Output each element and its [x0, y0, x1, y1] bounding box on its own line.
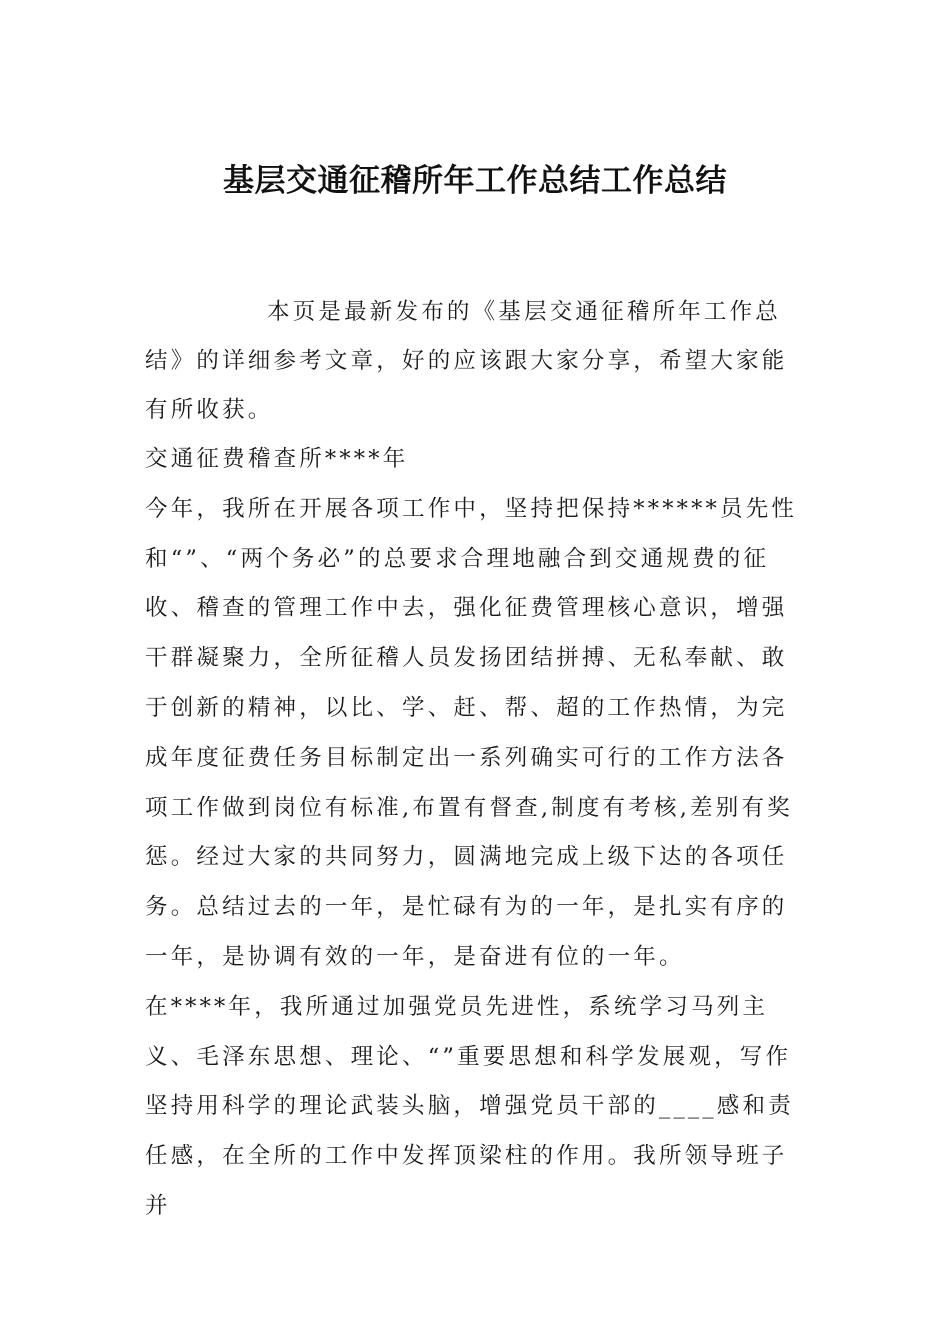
- intro-paragraph: 本页是最新发布的《基层交通征稽所年工作总结》的详细参考文章，好的应该跟大家分享，希望大家能有所收获。: [145, 299, 788, 423]
- heading-line: 交通征费稽查所****年: [145, 446, 409, 472]
- body-paragraph: 今年，我所在开展各项工作中，坚持把保持******员先性和“”、“两个务必”的总要求合理地融合到交通规费的征收、稽查的管理工作中去，强化征费管理核心意识，增强干群凝聚力，全所征稽人员发扬团结拼搏、无私奉献、敢于创新的精神，以比、学、赶、帮、超的工作热情，为完成年度征费任务目标制定出一系列确实可行的工作方法各项工作做到岗位有标准,布置有督查,制度有考核,差别有奖惩。经过大家的共同努力，圆满地完成上级下达的各项任务。总结过去的一年，是忙碌有为的一年，是扎实有序的一年，是协调有效的一年，是奋进有位的一年。: [145, 495, 798, 970]
- document-body: [145, 288, 810, 1232]
- document-title: 基层交通征稽所年工作总结工作总结: [223, 163, 727, 199]
- body-paragraph: 在****年，我所通过加强党员先进性，系统学习马列主义、毛泽东思想、理论、“”重要思想和科学发展观，写作坚持用科学的理论武装头脑，增强党员干部的____感和责任感，在全所的工作中发挥顶梁柱的作用。我所领导班子并: [145, 993, 794, 1219]
